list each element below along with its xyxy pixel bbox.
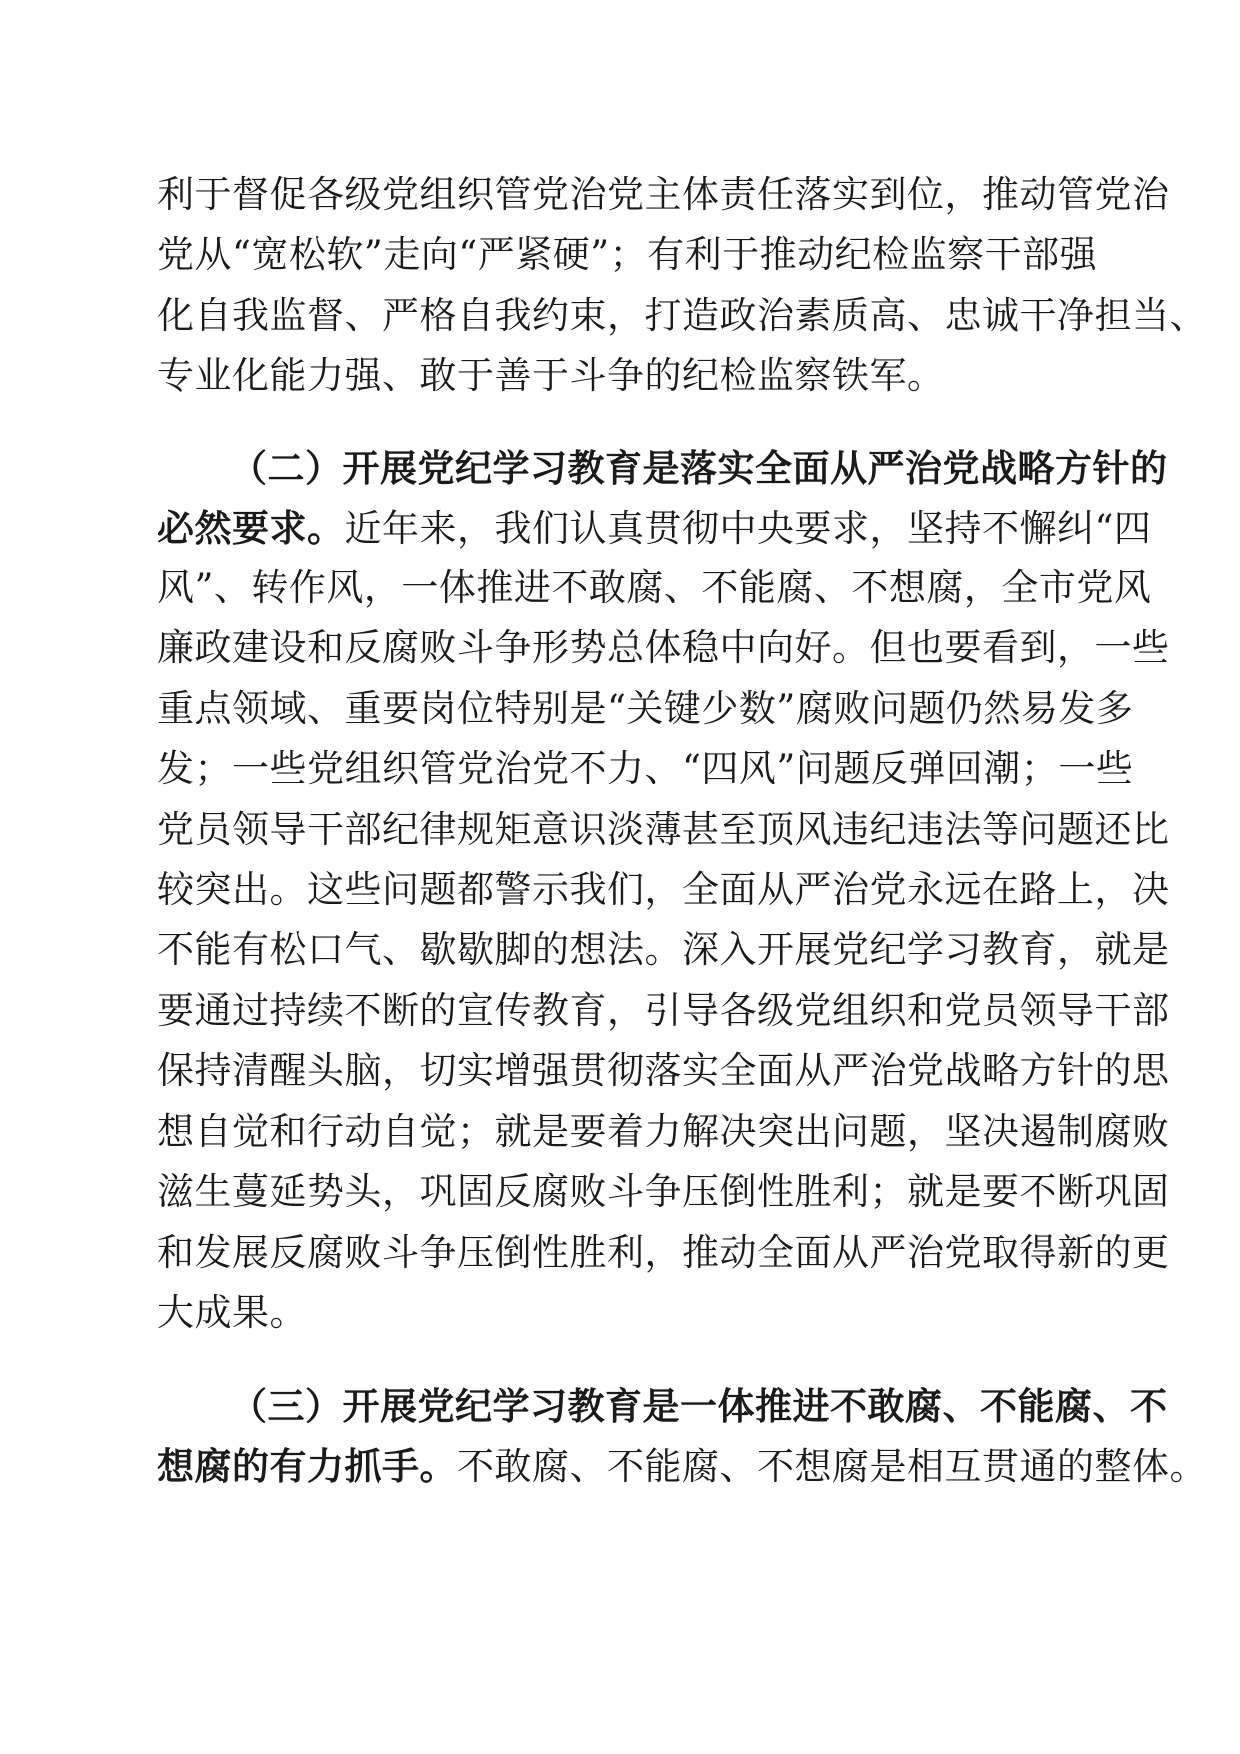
section-2-line-7: 党员领导干部纪律规矩意识淡薄甚至顶风违纪违法等问题还比 — [157, 808, 1170, 851]
section-2-line-10: 要通过持续不断的宣传教育，引导各级党组织和党员领导干部 — [157, 989, 1170, 1032]
section-2-line-5: 重点领域、重要岗位特别是“关键少数”腐败问题仍然易发多 — [157, 687, 1134, 730]
paragraph-1-line-2: 党从“宽松软”走向“严紧硬”；有利于推动纪检监察干部强 — [157, 233, 1098, 276]
section-2-text-start: 近年来，我们认真贯彻中央要求，坚持不懈纠“四 — [344, 507, 1152, 550]
section-2-line-4: 廉政建设和反腐败斗争形势总体稳中向好。但也要看到，一些 — [157, 626, 1170, 669]
section-2-line-2 — [157, 498, 1151, 558]
section-2-line-14: 和发展反腐败斗争压倒性胜利，推动全面从严治党取得新的更 — [157, 1231, 1170, 1274]
paragraph-1-line-4: 专业化能力强、敢于善于斗争的纪检监察铁军。 — [157, 354, 945, 397]
section-2-line-9: 不能有松口气、歇歇脚的想法。深入开展党纪学习教育，就是 — [157, 928, 1170, 971]
paragraph-1-line-1: 利于督促各级党组织管党治党主体责任落实到位，推动管党治 — [157, 173, 1170, 216]
section-3-line-2 — [157, 1436, 1207, 1496]
section-2-line-11: 保持清醒头脑，切实增强贯彻落实全面从严治党战略方针的思 — [157, 1049, 1170, 1092]
section-2-line-12: 想自觉和行动自觉；就是要着力解决突出问题，坚决遏制腐败 — [157, 1110, 1170, 1153]
section-3-text-start: 不敢腐、不能腐、不想腐是相互贯通的整体。 — [457, 1445, 1207, 1488]
section-2-line-8: 较突出。这些问题都警示我们，全面从严治党永远在路上，决 — [157, 868, 1170, 911]
paragraph-1-line-3: 化自我监督、严格自我约束，打造政治素质高、忠诚干净担当、 — [157, 294, 1207, 337]
section-2-line-6: 发；一些党组织管党治党不力、“四风”问题反弹回潮；一些 — [157, 747, 1134, 790]
section-heading-2: （二）开展党纪学习教育是落实全面从严治党战略方针的 — [230, 446, 1168, 490]
section-2-line-13: 滋生蔓延势头，巩固反腐败斗争压倒性胜利；就是要不断巩固 — [157, 1170, 1170, 1213]
section-heading-2-end: 必然要求。 — [157, 506, 345, 550]
section-heading-3-end: 想腐的有力抓手。 — [157, 1444, 457, 1488]
section-heading-3: （三）开展党纪学习教育是一体推进不敢腐、不能腐、不 — [230, 1384, 1168, 1428]
section-2-line-3: 风”、转作风，一体推进不敢腐、不能腐、不想腐，全市党风 — [157, 566, 1152, 609]
section-2-line-15: 大成果。 — [157, 1291, 307, 1334]
